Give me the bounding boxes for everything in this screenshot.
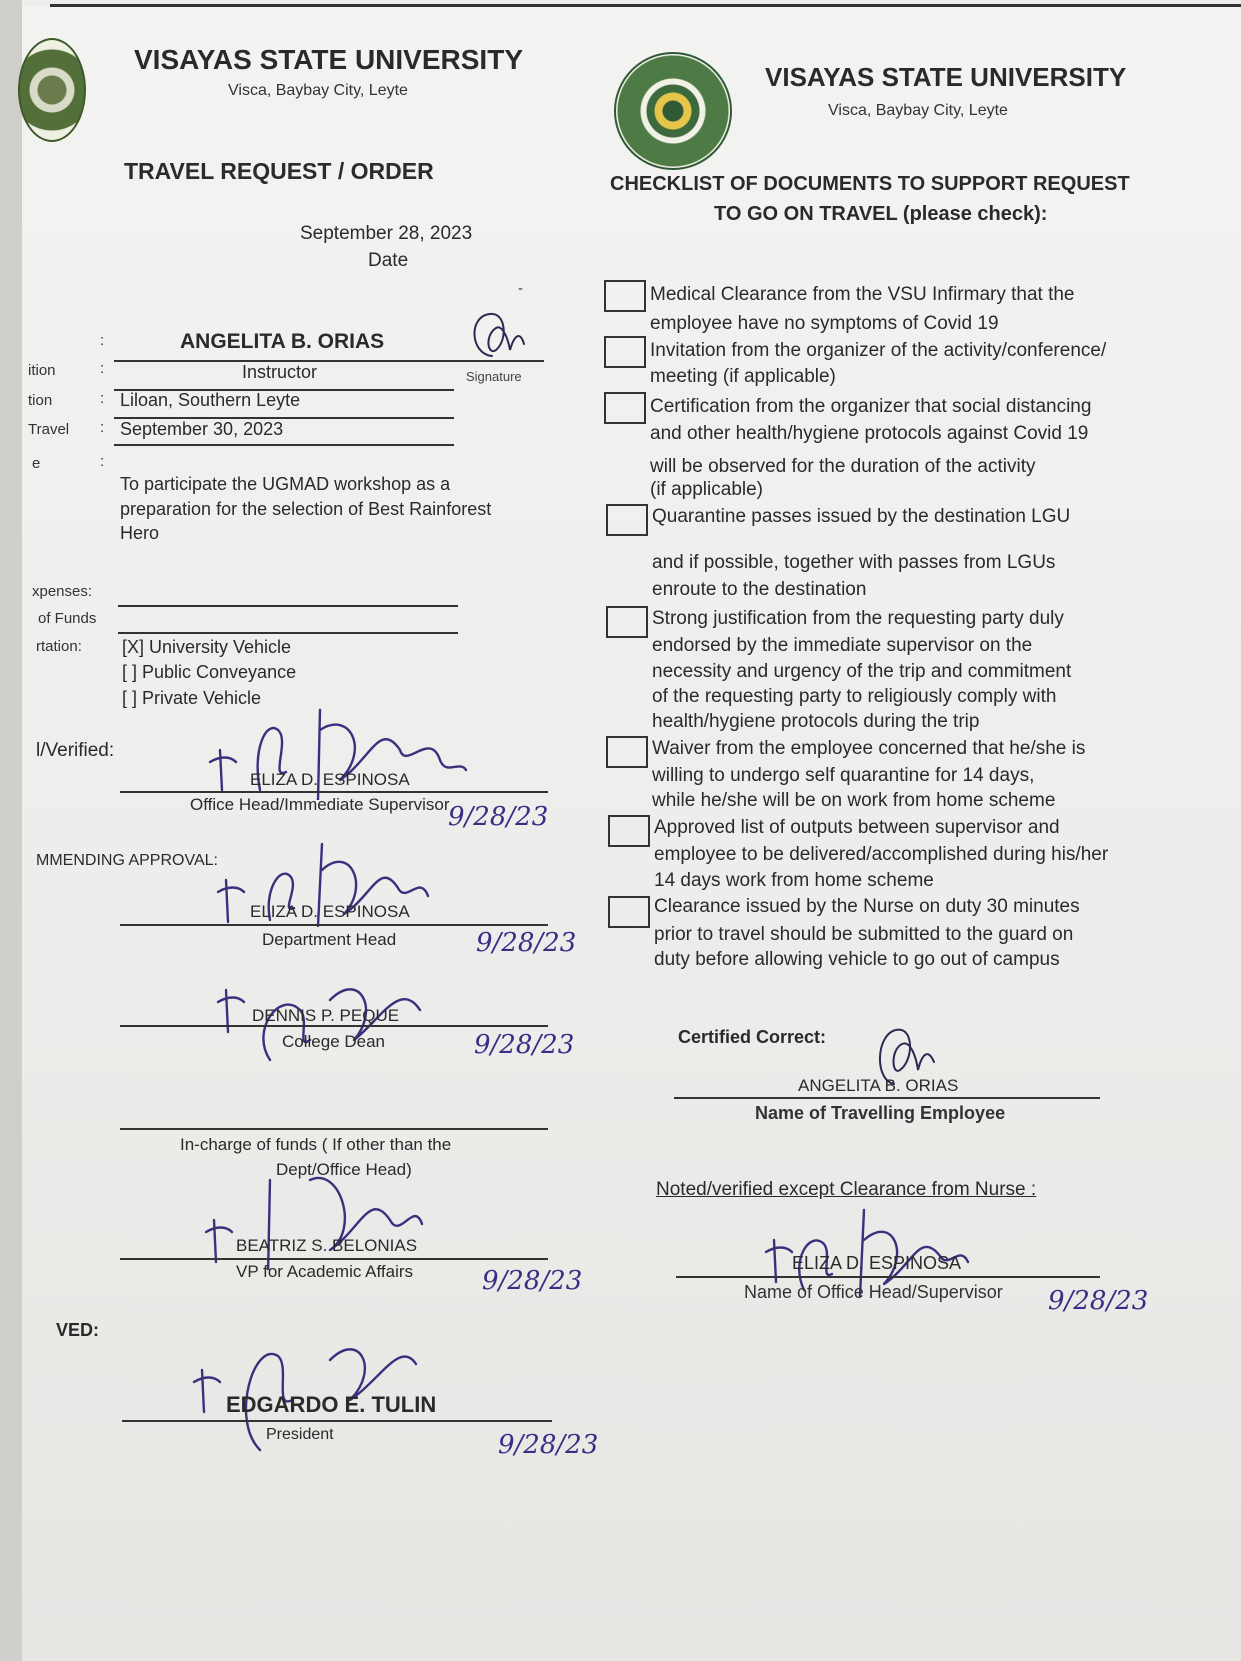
expenses-line (118, 605, 458, 607)
position-value: Instructor (242, 362, 318, 382)
funds-in-charge-title-2: Dept/Office Head) (276, 1160, 412, 1179)
item-5-line-5: health/hygiene protocols during the trip (652, 711, 980, 732)
expenses-label: xpenses: (32, 583, 93, 600)
item-4-line-1: Quarantine passes issued by the destination LGU (652, 506, 1071, 527)
colon-5: : (100, 453, 105, 470)
transportation-label: rtation: (36, 638, 82, 655)
item-7-line-2: employee to be delivered/accomplished during his/her (654, 844, 1109, 865)
signatory-1-date: 9/28/23 (448, 802, 549, 832)
employee-signature (462, 306, 542, 366)
item-1-line-2: employee have no symptoms of Covid 19 (650, 313, 999, 334)
purpose-line-2: preparation for the selection of Best Rainforest (120, 499, 492, 519)
item-3-line-4: (if applicable) (650, 479, 763, 500)
president-name: EDGARDO E. TULIN (226, 1392, 437, 1417)
item-1-line-1: Medical Clearance from the VSU Infirmary that the (650, 284, 1075, 305)
item-8-line-1: Clearance issued by the Nurse on duty 30 minutes (654, 896, 1080, 917)
item-5-line-1: Strong justification from the requesting party duly (652, 608, 1064, 629)
colon-4: : (100, 419, 105, 436)
checkbox-waiver[interactable] (606, 736, 648, 768)
item-4-line-4: enroute to the destination (652, 579, 867, 600)
left-university-address: Visca, Baybay City, Leyte (228, 82, 408, 99)
checklist-heading-2: TO GO ON TRAVEL (please check): (714, 203, 1048, 225)
checkbox-invitation[interactable] (604, 336, 646, 368)
president-date: 9/28/23 (498, 1430, 599, 1460)
signatory-5-title: VP for Academic Affairs (236, 1262, 414, 1281)
item-3-line-2: and other health/hygiene protocols against Covid 19 (650, 423, 1089, 444)
signatory-5-name: BEATRIZ S. BELONIAS (236, 1236, 418, 1255)
certified-line (674, 1097, 1100, 1099)
checkbox-medical-clearance[interactable] (604, 280, 646, 312)
travel-date-line (114, 444, 454, 446)
signatory-2-name: ELIZA D. ESPINOSA (250, 902, 410, 921)
president-title: President (266, 1426, 334, 1443)
university-seal-right (614, 52, 732, 170)
checkbox-certification[interactable] (604, 392, 646, 424)
left-university-name: VISAYAS STATE UNIVERSITY (134, 44, 523, 75)
form-title: TRAVEL REQUEST / ORDER (124, 158, 434, 184)
item-7-line-1: Approved list of outputs between supervisor and (654, 817, 1060, 838)
signatory-2-title: Department Head (262, 930, 397, 949)
colon-1: : (100, 332, 105, 349)
item-6-line-1: Waiver from the employee concerned that he/she is (652, 738, 1086, 759)
travel-date-value: September 30, 2023 (120, 419, 284, 439)
page-edge-shadow (0, 0, 22, 1661)
noted-caption: Name of Office Head/Supervisor (744, 1282, 1003, 1302)
colon-2: : (100, 360, 105, 377)
signatory-3-date: 9/28/23 (474, 1030, 575, 1060)
item-5-line-3: necessity and urgency of the trip and commitment (652, 661, 1072, 682)
checkbox-quarantine-passes[interactable] (606, 504, 648, 536)
certified-name: ANGELITA B. ORIAS (798, 1076, 959, 1095)
signatory-2-date: 9/28/23 (476, 928, 577, 958)
page-top-border (50, 4, 1241, 7)
purpose-label: e (32, 455, 41, 472)
item-4-line-3: and if possible, together with passes from LGUs (652, 552, 1056, 573)
recommending-label: MMENDING APPROVAL: (36, 852, 218, 869)
right-university-address: Visca, Baybay City, Leyte (828, 102, 1008, 119)
request-date-label: Date (368, 250, 409, 271)
item-5-line-4: of the requesting party to religiously comply with (652, 686, 1057, 707)
transport-option-public-conveyance[interactable]: [ ] Public Conveyance (122, 662, 297, 682)
item-3-line-3: will be observed for the duration of the activity (650, 456, 1036, 477)
checkbox-nurse-clearance[interactable] (608, 896, 650, 928)
approved-label: VED: (56, 1320, 100, 1340)
employee-name: ANGELITA B. ORIAS (180, 330, 385, 353)
signatory-5-date: 9/28/23 (482, 1266, 583, 1296)
president-line (122, 1420, 552, 1422)
signatory-3-title: College Dean (282, 1032, 386, 1051)
noted-line (676, 1276, 1100, 1278)
request-date: September 28, 2023 (300, 223, 473, 244)
purpose-line-1: To participate the UGMAD workshop as a (120, 474, 451, 494)
item-2-line-2: meeting (if applicable) (650, 366, 836, 387)
certified-correct-label: Certified Correct: (678, 1027, 827, 1047)
signatory-1-title: Office Head/Immediate Supervisor (190, 795, 450, 814)
signatory-3-line (120, 1025, 548, 1027)
destination-value: Liloan, Southern Leyte (120, 390, 301, 410)
noted-label: Noted/verified except Clearance from Nurse : (656, 1179, 1037, 1200)
transport-option-private-vehicle[interactable]: [ ] Private Vehicle (122, 688, 262, 708)
destination-label: tion (28, 392, 53, 409)
funds-in-charge-line (120, 1128, 548, 1130)
funds-label: of Funds (38, 610, 97, 627)
position-label: ition (28, 362, 56, 379)
item-6-line-2: willing to undergo self quarantine for 14 days, (652, 765, 1035, 786)
signatory-1-line (120, 791, 548, 793)
certified-caption: Name of Travelling Employee (755, 1103, 1006, 1123)
item-7-line-3: 14 days work from home scheme (654, 870, 934, 891)
item-5-line-2: endorsed by the immediate supervisor on the (652, 635, 1033, 656)
signatory-1-name: ELIZA D. ESPINOSA (250, 770, 410, 789)
signatory-5-line (120, 1258, 548, 1260)
colon-3: : (100, 390, 105, 407)
purpose-line-3: Hero (120, 523, 160, 543)
university-seal-left (18, 38, 86, 142)
verified-label: l/Verified: (36, 740, 115, 761)
travel-date-label: Travel (28, 421, 70, 438)
president-signature (190, 1300, 490, 1460)
item-8-line-2: prior to travel should be submitted to the guard on (654, 924, 1074, 945)
dash-mark: - (518, 280, 523, 297)
checkbox-strong-justification[interactable] (606, 606, 648, 638)
funds-in-charge-title: In-charge of funds ( If other than the (180, 1135, 452, 1154)
noted-name: ELIZA D. ESPINOSA (792, 1253, 962, 1273)
signatory-3-name: DENNIS P. PEQUE (252, 1006, 400, 1025)
checkbox-approved-outputs[interactable] (608, 815, 650, 847)
item-2-line-1: Invitation from the organizer of the activity/conference/ (650, 340, 1107, 361)
transport-option-university-vehicle[interactable]: [X] University Vehicle (122, 637, 292, 657)
checklist-heading-1: CHECKLIST OF DOCUMENTS TO SUPPORT REQUEST (610, 173, 1130, 195)
noted-date: 9/28/23 (1048, 1286, 1149, 1316)
item-6-line-3: while he/she will be on work from home scheme (652, 790, 1056, 811)
right-university-name: VISAYAS STATE UNIVERSITY (765, 62, 1127, 92)
item-8-line-3: duty before allowing vehicle to go out of campus (654, 949, 1060, 970)
item-3-line-1: Certification from the organizer that social distancing (650, 396, 1092, 417)
signatory-2-line (120, 924, 548, 926)
funds-line (118, 632, 458, 634)
signature-label: Signature (466, 369, 522, 384)
